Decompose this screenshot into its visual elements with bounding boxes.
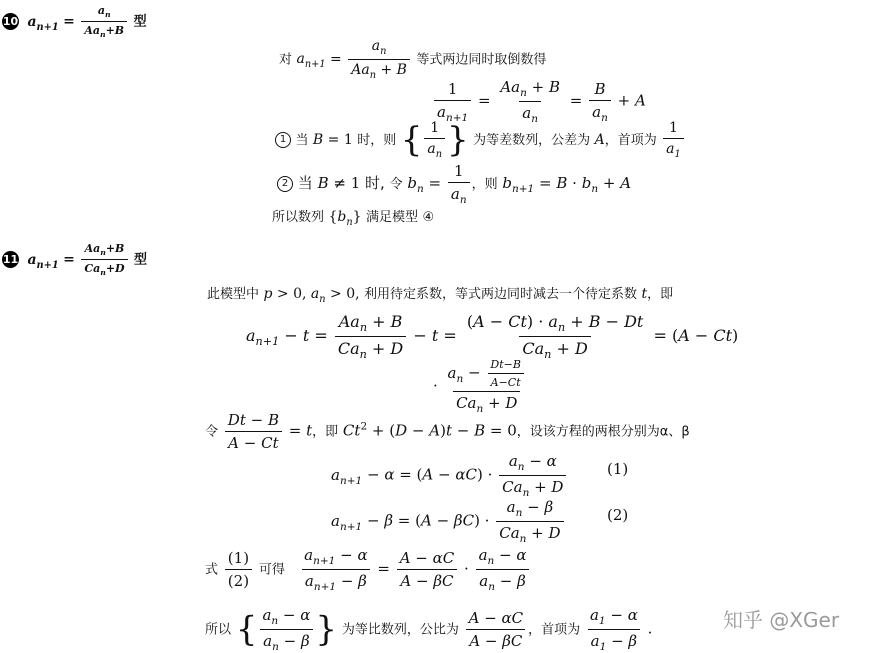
section-11-badge: 11 bbox=[2, 253, 19, 267]
section-11-intro: 此模型中 p > 0, $a_n > 0$, 利用待定系数，等式两边同时减去一个待定系数 t，即 bbox=[207, 286, 674, 305]
section-11-main-equation-cont: · $a_n$ − $\frac{Dt-B}{A-Ct}$ $Ca_n + D$ bbox=[433, 358, 531, 415]
equation-2-tag: (2) bbox=[607, 506, 629, 524]
section-11-equation-1: $a_{n+1} - \alpha = (A - \alpha C)$ · $\frac{a_n - \alpha}{Ca_n + D}$ bbox=[331, 452, 568, 499]
section-10-line-1: 对 $a_{n+1}$ = $\frac{a_n}{Aa_n + B}$ 等式两边同时取倒数得 bbox=[279, 38, 547, 81]
section-10-case-1: 1 当 B = 1 时，则 { $\frac{1}{a_n}$ } 为等差数列，公差为 A，首项为 $\frac{1}{a_1}$ bbox=[275, 120, 686, 160]
section-10-case-2: 2 当 B ≠ 1 时, 令 $b_n$ = $\frac{1}{a_n}$ ，则 $b_{n+1} = B \cdot b_n + A$ bbox=[277, 162, 631, 206]
section-10-heading: 10 $a_{n+1}$ = $\frac{a_n}{Aa_n+B}$ 型 bbox=[2, 4, 147, 40]
equation-1-tag: (1) bbox=[607, 460, 629, 478]
section-11-let-line: 令 $\frac{Dt - B}{A - Ct}$ = t，即 $Ct^2 + (D - A)t - B = 0$，设该方程的两根分别为α、β bbox=[205, 411, 690, 452]
section-10-reciprocal-equation: $\frac{1}{a_{n+1}}$ = $\frac{Aa_n + B}{a_n}$ = $\frac{B}{a_n}$ + A bbox=[432, 78, 646, 125]
section-11-final-line: 所以 { $\frac{a_n - \alpha}{a_n - \beta}$ } 为等比数列，公比为 $\frac{A - \alpha C}{A - \beta C}$ ，首项为 $\frac{a_1 - \alpha}{a_1 - \beta}$ . bbox=[205, 606, 653, 653]
zhihu-watermark: 知乎 @XGer bbox=[723, 608, 840, 632]
section-10-type: 型 bbox=[133, 14, 147, 30]
section-11-ratio-line: 式 $\frac{(1)}{(2)}$ 可得 $\frac{a_{n+1} - \alpha}{a_{n+1} - \beta}$ = $\frac{A - \alpha C}{A - \beta C}$ · $\frac{a_n - \alpha}{a_n - \beta}$ bbox=[205, 546, 532, 593]
section-11-equation-2: $a_{n+1} - \beta = (A - \beta C)$ · $\frac{a_n - \beta}{Ca_n + D}$ bbox=[331, 498, 566, 545]
section-10-conclusion: 所以数列 $\{b_n\}$ 满足模型 ④ bbox=[272, 209, 435, 228]
section-11-main-equation: $a_{n+1} - t$ = $\frac{Aa_n + B}{Ca_n + D}$ − t = $\frac{(A - Ct) \cdot a_n + B - Dt}{Ca_n + D}$ = (A − Ct) bbox=[246, 312, 739, 362]
section-11-type: 型 bbox=[134, 252, 148, 268]
section-10-badge: 10 bbox=[2, 15, 19, 29]
section-11-heading: 11 $a_{n+1}$ = $\frac{Aa_n+B}{Ca_n+D}$ 型 bbox=[2, 242, 148, 278]
